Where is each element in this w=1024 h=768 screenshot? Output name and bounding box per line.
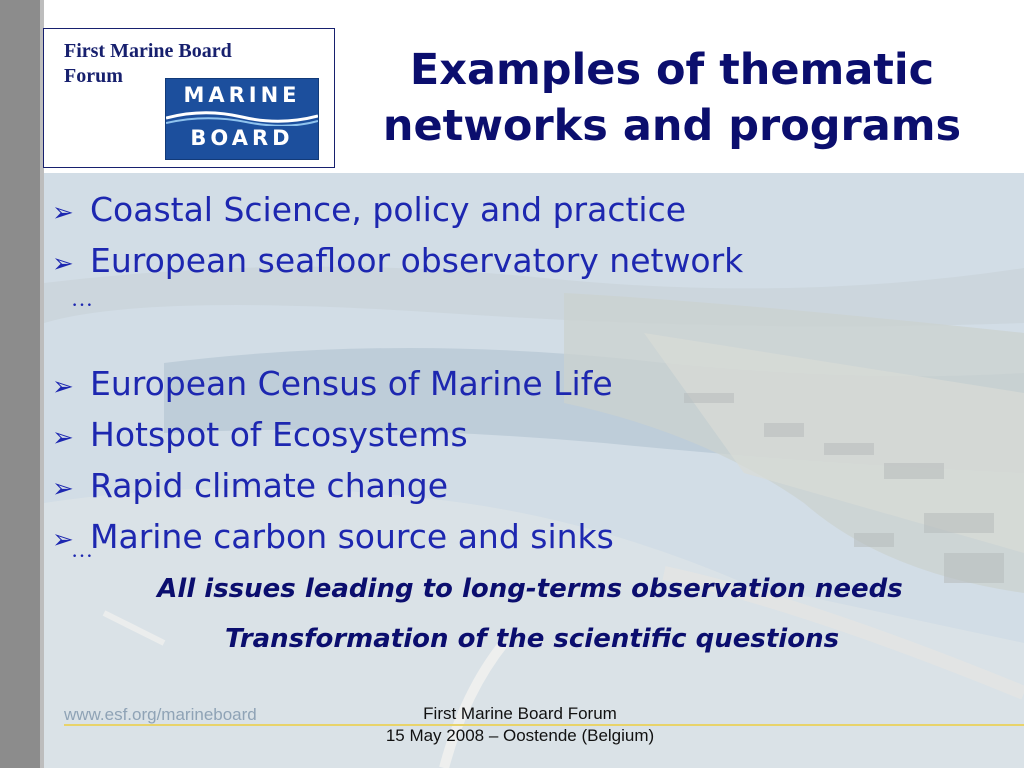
arrow-bullet-icon: ➢ [52,525,74,555]
emphasis-line: Transformation of the scientific questions [224,624,840,654]
bullet-text: European seafloor observatory network [90,241,744,280]
bullet-text: Marine carbon source and sinks [90,517,614,556]
arrow-bullet-icon: ➢ [52,372,74,402]
bullet-text: Hotspot of Ecosystems [90,415,468,454]
bullet-item [52,513,992,564]
marine-board-logo [165,78,319,160]
bullet-text: Coastal Science, policy and practice [90,190,687,229]
arrow-bullet-icon: ➢ [52,198,74,228]
footer-event-name: First Marine Board Forum [423,704,617,723]
bullet-item [52,237,992,288]
footer-caption [320,703,720,747]
slide-title: Examples of thematic networks and programs [382,45,962,151]
logo-box [43,28,335,168]
bullet-item [52,411,992,462]
arrow-bullet-icon: ➢ [52,249,74,279]
ellipsis-text: … [71,286,93,311]
logo-badge-top-text: MARINE [183,83,301,107]
arrow-bullet-icon: ➢ [52,423,74,453]
bullet-item [52,360,992,411]
bullet-item [52,186,992,237]
bullet-list [52,186,992,564]
ellipsis-text: … [71,537,93,562]
footer-event-date: 15 May 2008 – Oostende (Belgium) [385,726,655,745]
logo-badge-bottom-text: BOARD [190,126,294,150]
bullet-text: European Census of Marine Life [90,364,613,403]
emphasis-line: All issues leading to long-terms observation needs [157,574,903,604]
logo-caption: First Marine Board Forum [64,40,232,87]
bullet-text: Rapid climate change [90,466,449,505]
footer-url-link[interactable]: www.esf.org/marineboard [64,705,257,724]
bullet-item [52,462,992,513]
arrow-bullet-icon: ➢ [52,474,74,504]
wave-icon [166,108,318,126]
